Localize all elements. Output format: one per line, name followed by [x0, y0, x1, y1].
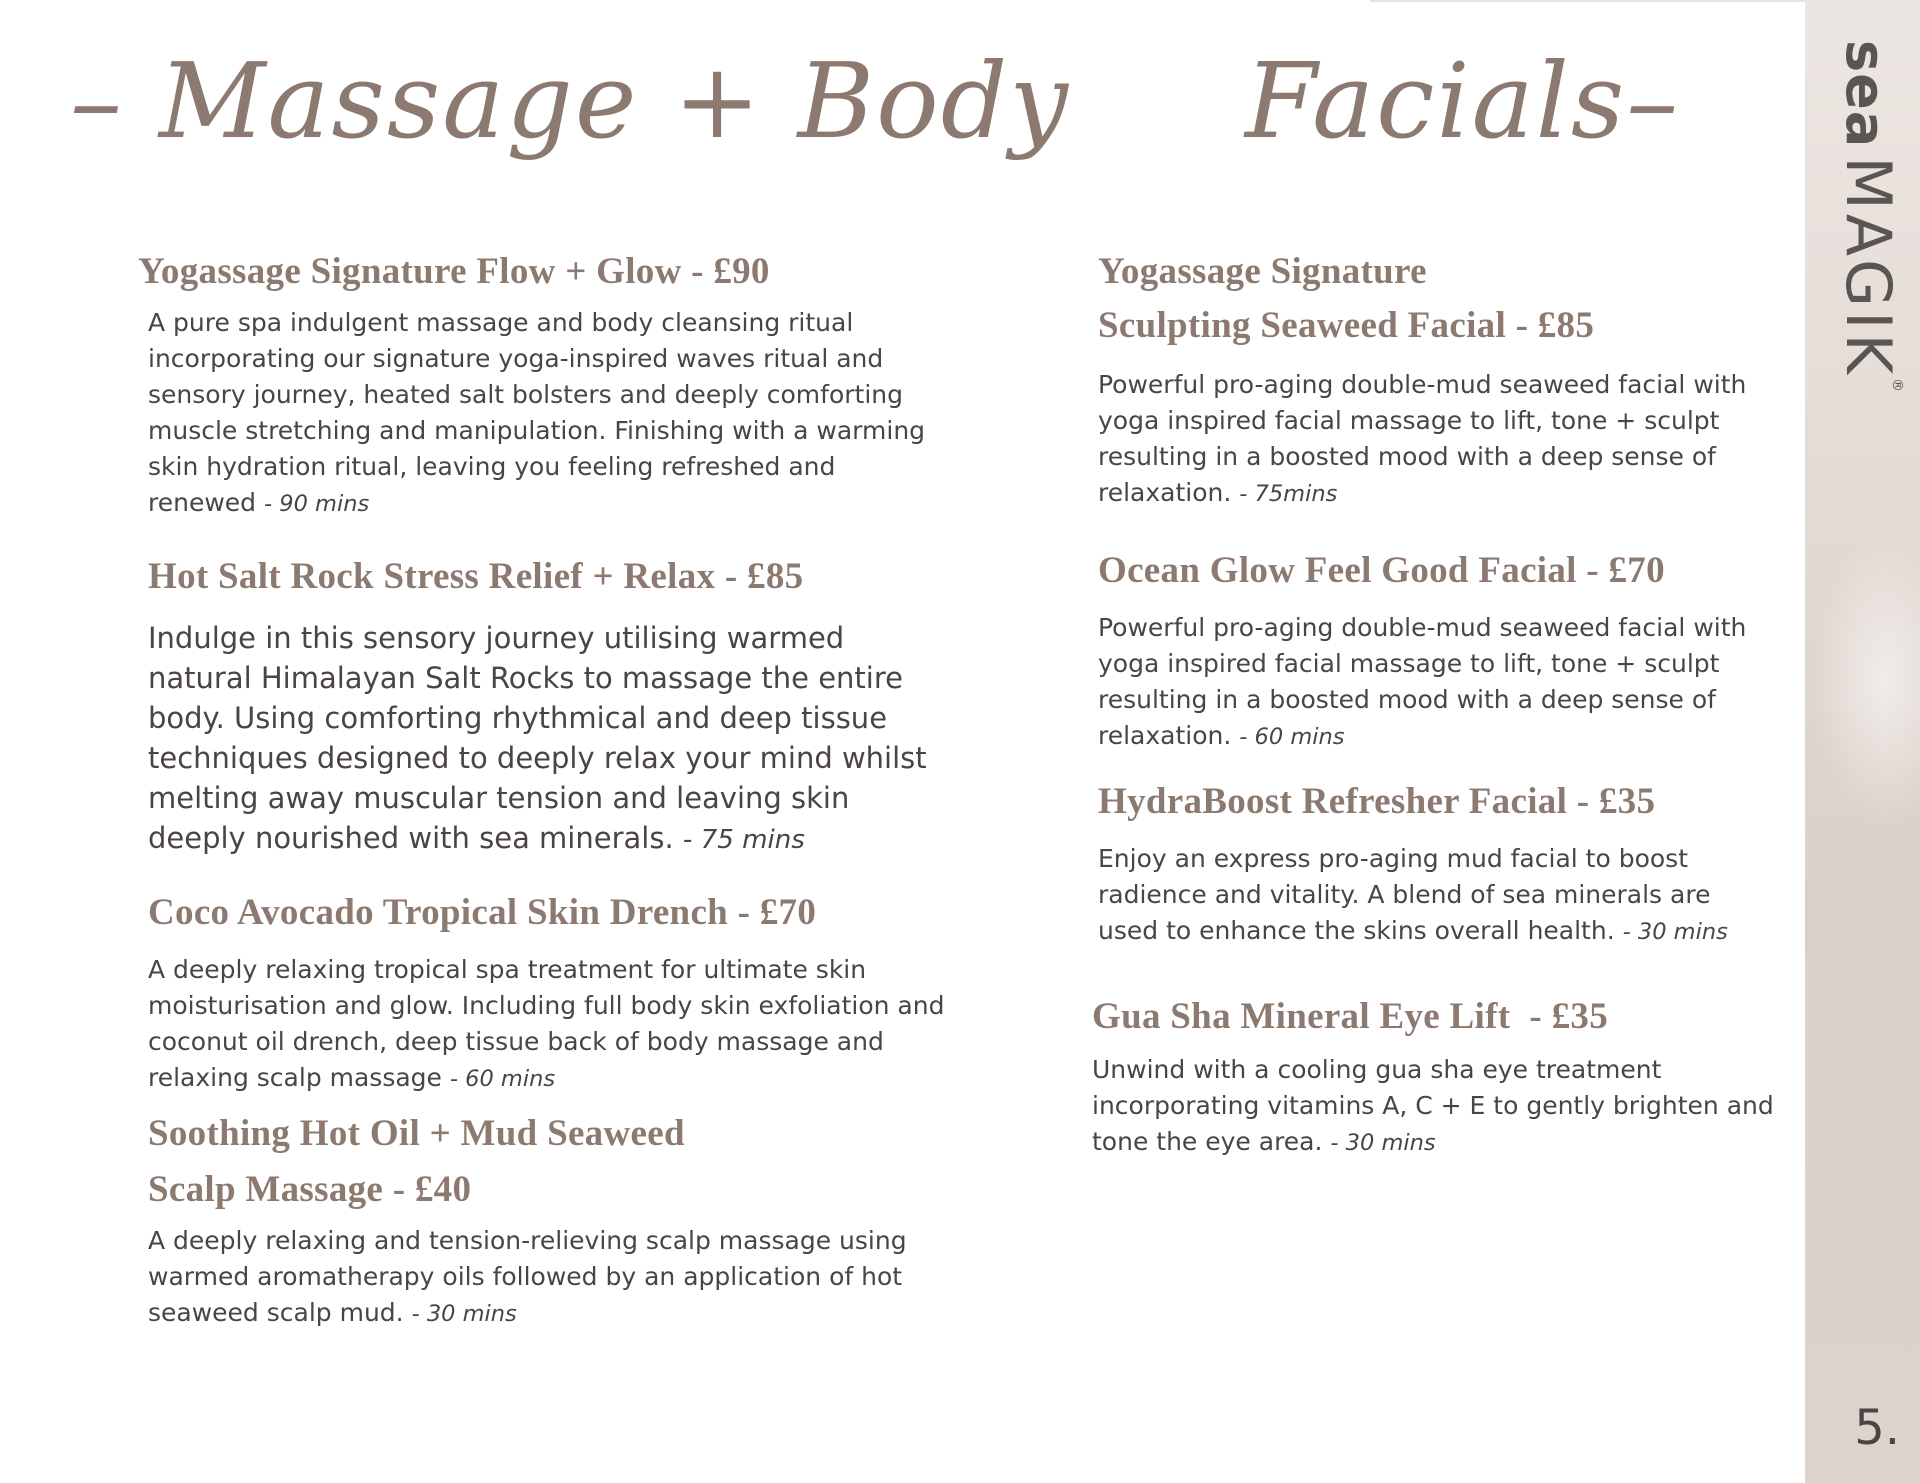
brand-logo-magik: MAGIK — [1832, 156, 1905, 379]
service-description: Indulge in this sensory journey utilising warmed natural Himalayan Salt Rocks to massage the entire body. Using comforting rhythmical and deep tissue techniques designed to deeply relax your mind whilst melting away muscular tension and leaving skin deeply nourished with sea minerals. - 75 mins — [148, 621, 927, 855]
service-coco-avocado — [148, 886, 948, 1097]
service-duration: - 75mins — [1239, 481, 1338, 507]
service-title-line-2: Scalp Massage - £40 — [148, 1169, 472, 1210]
facials-column — [1092, 245, 1778, 1161]
service-duration: - 90 mins — [263, 491, 370, 517]
brand-sidebar — [1805, 0, 1920, 1483]
registered-mark: ® — [1889, 378, 1905, 393]
service-description: A deeply relaxing tropical spa treatment for ultimate skin moisturisation and glow. Including full body skin exfoliation and coconut oil drench, deep tissue back of body massage and relaxing scalp massage - 60 mins — [148, 955, 945, 1092]
service-title: Gua Sha Mineral Eye Lift - £35 — [1092, 996, 1608, 1037]
section-title-facials: Facials– — [1245, 40, 1681, 162]
service-title: Ocean Glow Feel Good Facial - £70 — [1098, 550, 1665, 591]
service-description: A deeply relaxing and tension-relieving scalp massage using warmed aromatherapy oils followed by an application of hot seaweed scalp mud. - 30 mins — [148, 1226, 907, 1327]
service-duration: - 30 mins — [1330, 1130, 1436, 1156]
service-description: Powerful pro-aging double-mud seaweed facial with yoga inspired facial massage to lift, tone + sculpt resulting in a boosted mood with a deep sense of relaxation. - 60 mins — [1098, 613, 1747, 750]
service-gua-sha-eye-lift — [1092, 990, 1778, 1161]
wave-texture — [1805, 520, 1920, 840]
service-ocean-glow-facial — [1098, 544, 1778, 755]
massage-body-column — [138, 245, 948, 1332]
brand-logo — [1825, 40, 1905, 420]
service-title-line-1: Soothing Hot Oil + Mud Seaweed — [148, 1113, 685, 1154]
service-title: Yogassage Signature Flow + Glow - £90 — [138, 251, 770, 292]
service-duration: - 60 mins — [1239, 724, 1345, 750]
service-title: Hot Salt Rock Stress Relief + Relax - £85 — [148, 556, 804, 597]
service-title-line-2: Sculpting Seaweed Facial - £85 — [1098, 305, 1595, 346]
page-number: 5. — [1854, 1400, 1900, 1456]
service-title-line-1: Yogassage Signature — [1098, 251, 1427, 292]
service-duration: - 60 mins — [449, 1066, 556, 1092]
section-title-massage-body: – Massage + Body — [70, 40, 1071, 162]
service-duration: - 30 mins — [1622, 919, 1728, 945]
service-duration: - 75 mins — [682, 825, 805, 855]
service-description: Unwind with a cooling gua sha eye treatment incorporating vitamins A, C + E to gently brighten and tone the eye area. - 30 mins — [1092, 1055, 1774, 1156]
service-title: HydraBoost Refresher Facial - £35 — [1098, 781, 1656, 822]
service-hydraboost-facial — [1098, 775, 1778, 950]
service-title: Coco Avocado Tropical Skin Drench - £70 — [148, 892, 817, 933]
service-duration: - 30 mins — [411, 1301, 517, 1327]
service-sculpting-seaweed-facial — [1098, 245, 1778, 512]
service-description: Powerful pro-aging double-mud seaweed facial with yoga inspired facial massage to lift, tone + sculpt resulting in a boosted mood with a deep sense of relaxation. - 75mins — [1098, 370, 1747, 507]
brand-logo-sea: sea — [1834, 40, 1897, 149]
service-yogassage-flow-glow — [138, 245, 948, 522]
top-divider-line — [1370, 0, 1805, 2]
service-description: A pure spa indulgent massage and body cleansing ritual incorporating our signature yoga-inspired waves ritual and sensory journey, heated salt bolsters and deeply comforting muscle stretching and manipulation. Finishing with a warming skin hydration ritual, leaving you feeling refreshed and renewed - 90 mins — [148, 308, 926, 517]
service-description: Enjoy an express pro-aging mud facial to boost radience and vitality. A blend of sea minerals are used to enhance the skins overall health. - 30 mins — [1098, 844, 1728, 945]
service-hot-salt-rock — [148, 550, 948, 860]
service-hot-oil-scalp — [148, 1107, 948, 1332]
